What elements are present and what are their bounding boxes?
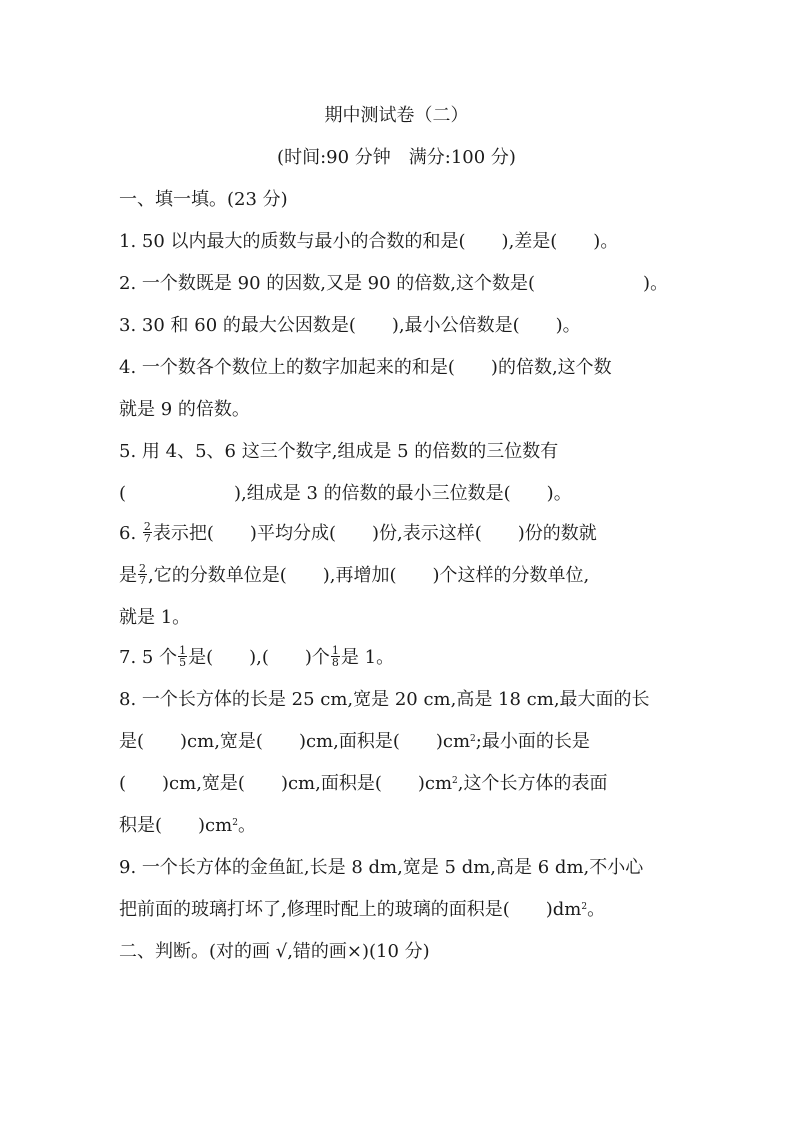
squared-mark: 2 (470, 734, 476, 744)
section1-heading: 一、填一填。(23 分) (119, 189, 288, 210)
q6-line2-text: ,它的分数单位是( ),再增加( )个这样的分数单位, (148, 565, 590, 586)
frac-num: 2 (143, 519, 151, 533)
question-8-line3 (119, 772, 608, 796)
q8-line3-a: ( )cm,宽是( )cm,面积是( )cm (119, 773, 453, 794)
fraction-1-8 (331, 645, 340, 668)
question-1: 1. 50 以内最大的质数与最小的合数的和是( ),差是( )。 (119, 231, 619, 252)
question-2: 2. 一个数既是 90 的因数,又是 90 的倍数,这个数是( )。 (119, 273, 669, 294)
question-9-line2 (119, 898, 605, 922)
squared-mark: 2 (452, 776, 458, 786)
q8-line2-a: 是( )cm,宽是( )cm,面积是( )cm (119, 731, 471, 752)
q9-line2-a: 把前面的玻璃打坏了,修理时配上的玻璃的面积是( )dm (119, 899, 582, 920)
question-9-line1: 9. 一个长方体的金鱼缸,长是 8 dm,宽是 5 dm,高是 6 dm,不小心 (119, 857, 644, 878)
frac-den: 8 (331, 655, 339, 669)
fraction-2-7-b (138, 563, 147, 586)
section2-heading: 二、判断。(对的画 √,错的画×)(10 分) (119, 941, 430, 962)
question-7 (119, 643, 395, 670)
squared-mark: 2 (581, 902, 588, 912)
question-3: 3. 30 和 60 的最大公因数是( ),最小公倍数是( )。 (119, 315, 581, 336)
q7-prefix: 7. 5 个 (119, 647, 178, 668)
q9-line2-b: 。 (587, 899, 606, 920)
frac-den: 5 (179, 655, 187, 669)
question-8-line2 (119, 730, 590, 754)
q8-line2-b: ;最小面的长是 (475, 731, 590, 752)
question-6-line3: 就是 1。 (119, 607, 191, 628)
q8-line4-b: 。 (237, 815, 256, 836)
exam-subtitle: (时间:90 分钟 满分:100 分) (277, 147, 516, 168)
question-5-line2: ( ),组成是 3 的倍数的最小三位数是( )。 (119, 483, 572, 504)
question-8-line4 (119, 814, 256, 838)
fraction-1-5 (178, 645, 187, 668)
squared-mark: 2 (232, 818, 238, 828)
fraction-2-7 (143, 521, 152, 544)
exam-title: 期中测试卷（二） (324, 105, 469, 126)
q6-line1-text: 表示把( )平均分成( )份,表示这样( )份的数就 (152, 523, 597, 544)
q7-suffix: 是 1。 (340, 647, 395, 668)
frac-num: 1 (331, 643, 339, 657)
frac-den: 7 (139, 573, 146, 587)
q8-line3-b: ,这个长方体的表面 (457, 773, 608, 794)
question-4-line1: 4. 一个数各个数位上的数字加起来的和是( )的倍数,这个数 (119, 357, 612, 378)
q7-mid: 是( ),( )个 (188, 647, 330, 668)
q6-line2-prefix: 是 (119, 565, 137, 586)
question-8-line1: 8. 一个长方体的长是 25 cm,宽是 20 cm,高是 18 cm,最大面的长 (119, 689, 650, 710)
question-5-line1: 5. 用 4、5、6 这三个数字,组成是 5 的倍数的三位数有 (119, 441, 559, 462)
frac-num: 1 (179, 643, 187, 657)
question-6-line1 (119, 519, 597, 546)
question-4-line2: 就是 9 的倍数。 (119, 399, 250, 420)
frac-num: 2 (139, 561, 146, 575)
q6-prefix: 6. (119, 523, 142, 544)
q8-line4-a: 积是( )cm (119, 815, 233, 836)
question-6-line2 (119, 561, 590, 588)
frac-den: 7 (143, 531, 151, 545)
